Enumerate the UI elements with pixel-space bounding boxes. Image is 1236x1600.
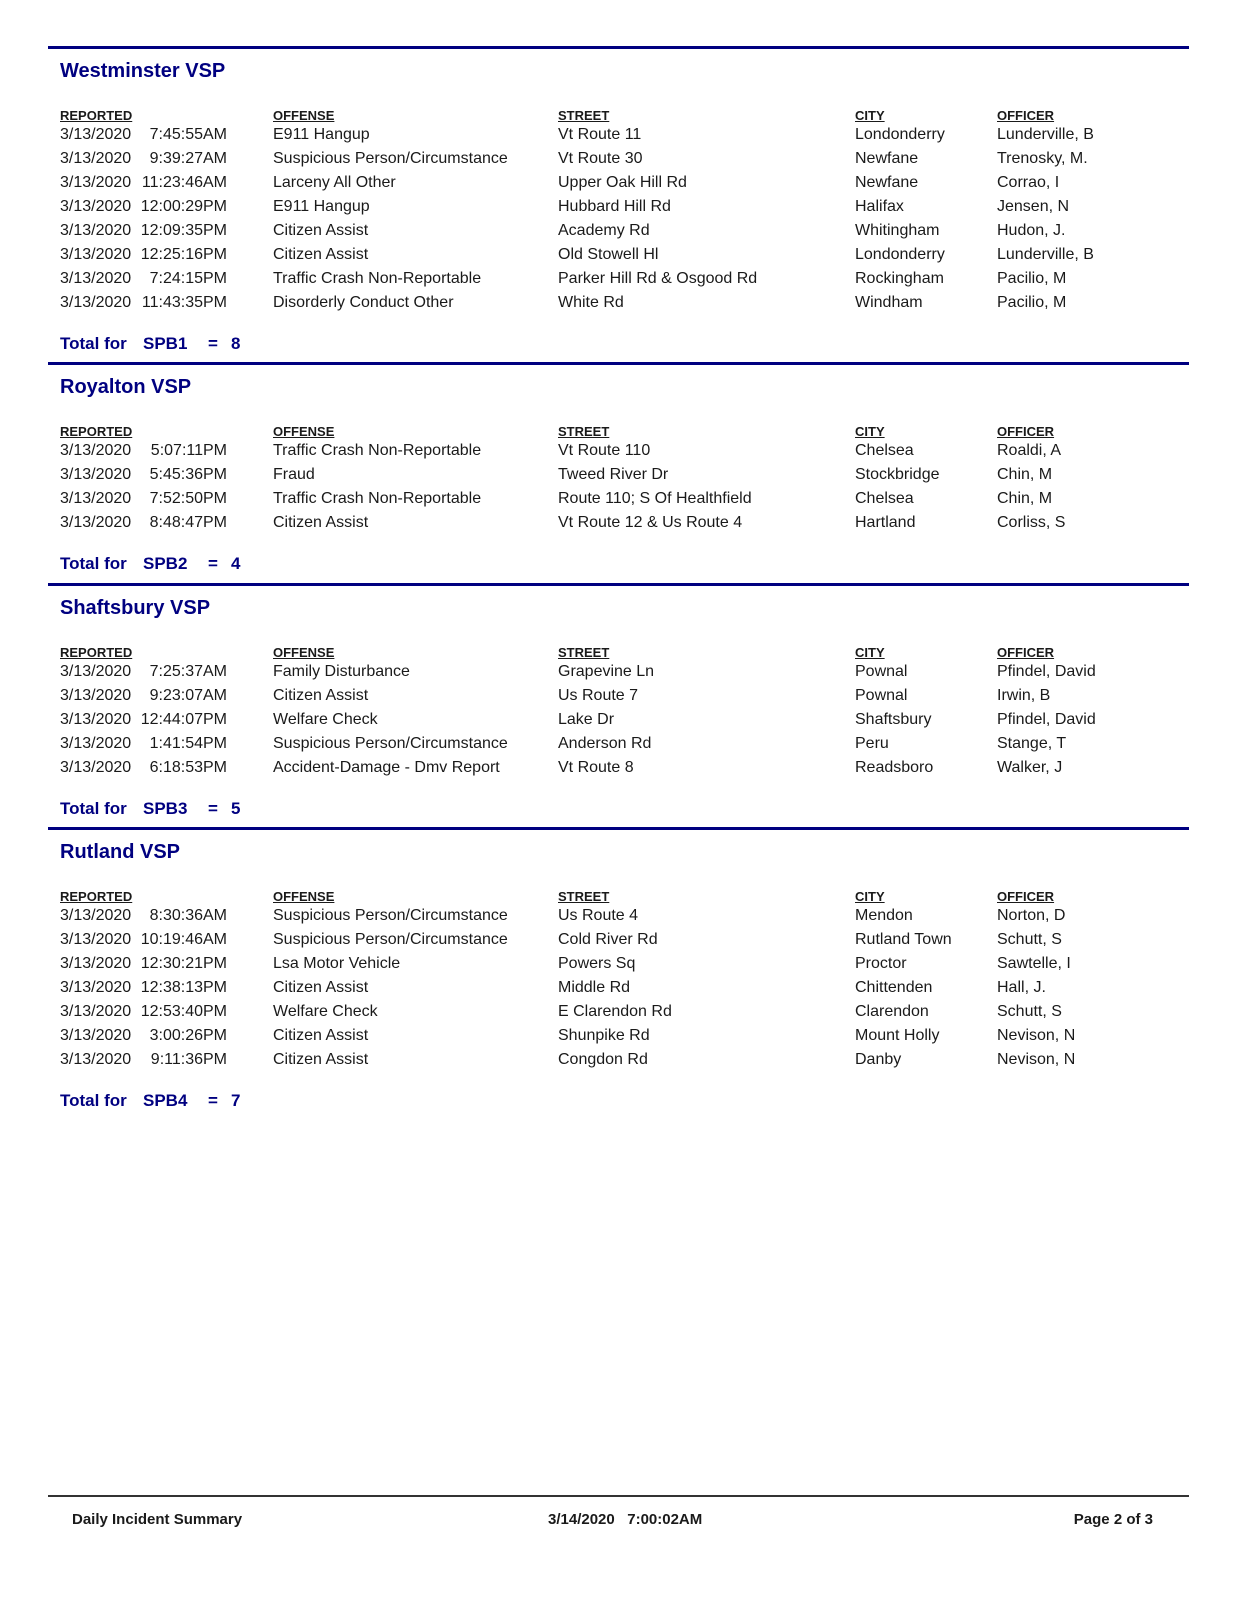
reported-date: 3/13/2020 xyxy=(60,907,132,924)
offense: Fraud xyxy=(273,466,315,483)
reported-time: 12:38:13PM xyxy=(140,979,227,996)
total-code: SPB3 xyxy=(143,799,188,818)
section-divider xyxy=(48,362,1189,365)
table-row xyxy=(48,1051,1189,1075)
total-equals: = xyxy=(208,554,218,573)
table-row xyxy=(48,174,1189,198)
offense: Traffic Crash Non-Reportable xyxy=(273,442,482,459)
section-shaftsbury xyxy=(48,583,1189,818)
street: Vt Route 11 xyxy=(558,126,642,143)
section-title: Royalton VSP xyxy=(60,376,192,398)
city: Newfane xyxy=(855,174,919,191)
header-offense: OFFENSE xyxy=(273,645,335,660)
header-reported: REPORTED xyxy=(60,108,133,123)
city: Chelsea xyxy=(855,490,914,507)
reported-time: 5:07:11PM xyxy=(150,442,227,459)
reported-date: 3/13/2020 xyxy=(60,711,132,728)
reported-date: 3/13/2020 xyxy=(60,979,132,996)
officer: Jensen, N xyxy=(997,198,1070,215)
offense: Traffic Crash Non-Reportable xyxy=(273,490,482,507)
section-divider xyxy=(48,46,1189,49)
reported-date: 3/13/2020 xyxy=(60,735,132,752)
street: Tweed River Dr xyxy=(558,466,669,483)
offense: Traffic Crash Non-Reportable xyxy=(273,270,482,287)
offense: Welfare Check xyxy=(273,711,378,728)
street: Lake Dr xyxy=(558,711,615,728)
header-reported: REPORTED xyxy=(60,645,133,660)
header-offense: OFFENSE xyxy=(273,108,335,123)
officer: Schutt, S xyxy=(997,931,1062,948)
city: Londonderry xyxy=(855,126,945,143)
header-reported: REPORTED xyxy=(60,424,133,439)
total-count: 8 xyxy=(231,334,241,353)
city: Readsboro xyxy=(855,759,934,776)
city: Peru xyxy=(855,735,889,752)
reported-date: 3/13/2020 xyxy=(60,442,132,459)
street: Upper Oak Hill Rd xyxy=(558,174,687,191)
officer: Stange, T xyxy=(997,735,1067,752)
reported-time: 9:23:07AM xyxy=(149,687,227,704)
street: Vt Route 8 xyxy=(558,759,634,776)
header-officer: OFFICER xyxy=(997,424,1055,439)
reported-time: 9:39:27AM xyxy=(149,150,227,167)
reported-date: 3/13/2020 xyxy=(60,150,132,167)
reported-date: 3/13/2020 xyxy=(60,759,132,776)
offense: Accident-Damage - Dmv Report xyxy=(273,759,500,776)
section-divider xyxy=(48,827,1189,830)
reported-date: 3/13/2020 xyxy=(60,687,132,704)
city: Mendon xyxy=(855,907,913,924)
offense: Citizen Assist xyxy=(273,222,369,239)
total-count: 5 xyxy=(231,799,241,818)
reported-date: 3/13/2020 xyxy=(60,514,132,531)
reported-time: 7:52:50PM xyxy=(149,490,227,507)
header-offense: OFFENSE xyxy=(273,889,335,904)
officer: Pacilio, M xyxy=(997,270,1067,287)
officer: Trenosky, M. xyxy=(997,150,1088,167)
street: Old Stowell Hl xyxy=(558,246,659,263)
city: Londonderry xyxy=(855,246,945,263)
offense: Citizen Assist xyxy=(273,687,369,704)
reported-date: 3/13/2020 xyxy=(60,955,132,972)
header-officer: OFFICER xyxy=(997,108,1055,123)
city: Chelsea xyxy=(855,442,914,459)
total-equals: = xyxy=(208,1091,218,1110)
table-row xyxy=(48,1027,1189,1051)
reported-date: 3/13/2020 xyxy=(60,1051,132,1068)
total-label: Total for xyxy=(60,334,127,353)
report-name: Daily Incident Summary xyxy=(72,1511,243,1528)
city: Shaftsbury xyxy=(855,711,932,728)
total-count: 7 xyxy=(231,1091,241,1110)
total-equals: = xyxy=(208,334,218,353)
table-row xyxy=(48,735,1189,759)
street: Middle Rd xyxy=(558,979,631,996)
offense: E911 Hangup xyxy=(273,198,370,215)
page-number: Page 2 of 3 xyxy=(1073,1511,1153,1528)
city: Stockbridge xyxy=(855,466,940,483)
reported-date: 3/13/2020 xyxy=(60,246,132,263)
officer: Lunderville, B xyxy=(997,126,1094,143)
header-officer: OFFICER xyxy=(997,889,1055,904)
reported-time: 1:41:54PM xyxy=(149,735,227,752)
table-row xyxy=(48,442,1189,466)
page-footer xyxy=(48,1495,1189,1528)
officer: Lunderville, B xyxy=(997,246,1094,263)
offense: Citizen Assist xyxy=(273,246,369,263)
table-row xyxy=(48,294,1189,318)
reported-time: 12:25:16PM xyxy=(140,246,227,263)
column-headers xyxy=(48,424,1189,440)
reported-date: 3/13/2020 xyxy=(60,222,132,239)
street: Anderson Rd xyxy=(558,735,652,752)
reported-time: 3:00:26PM xyxy=(149,1027,227,1044)
table-row xyxy=(48,222,1189,246)
city: Proctor xyxy=(855,955,907,972)
officer: Nevison, N xyxy=(997,1027,1076,1044)
officer: Corliss, S xyxy=(997,514,1066,531)
reported-time: 11:23:46AM xyxy=(141,174,227,191)
total-code: SPB2 xyxy=(143,554,188,573)
offense: Citizen Assist xyxy=(273,979,369,996)
section-rutland xyxy=(48,827,1189,1110)
street: Cold River Rd xyxy=(558,931,658,948)
reported-time: 8:30:36AM xyxy=(149,907,227,924)
offense: E911 Hangup xyxy=(273,126,370,143)
street: Grapevine Ln xyxy=(558,663,655,680)
offense: Family Disturbance xyxy=(273,663,410,680)
officer: Irwin, B xyxy=(997,687,1051,704)
header-city: CITY xyxy=(855,424,885,439)
reported-date: 3/13/2020 xyxy=(60,1003,132,1020)
section-divider xyxy=(48,583,1189,586)
header-city: CITY xyxy=(855,889,885,904)
header-reported: REPORTED xyxy=(60,889,133,904)
offense: Citizen Assist xyxy=(273,1027,369,1044)
report-timestamp: 3/14/2020 7:00:02AM xyxy=(548,1511,703,1528)
section-title: Rutland VSP xyxy=(60,841,181,863)
street: Parker Hill Rd & Osgood Rd xyxy=(558,270,758,287)
officer: Pfindel, David xyxy=(997,711,1096,728)
street: Vt Route 30 xyxy=(558,150,643,167)
table-row xyxy=(48,1003,1189,1027)
table-row xyxy=(48,126,1189,150)
officer: Walker, J xyxy=(997,759,1063,776)
header-city: CITY xyxy=(855,645,885,660)
street: Vt Route 12 & Us Route 4 xyxy=(558,514,743,531)
officer: Nevison, N xyxy=(997,1051,1076,1068)
table-row xyxy=(48,931,1189,955)
section-royalton xyxy=(48,362,1189,573)
reported-time: 12:30:21PM xyxy=(140,955,227,972)
section-westminster xyxy=(48,46,1189,353)
table-row xyxy=(48,711,1189,735)
street: Vt Route 110 xyxy=(558,442,651,459)
reported-time: 7:25:37AM xyxy=(149,663,227,680)
offense: Disorderly Conduct Other xyxy=(273,294,454,311)
city: Danby xyxy=(855,1051,902,1068)
street: Route 110; S Of Healthfield xyxy=(558,490,752,507)
header-offense: OFFENSE xyxy=(273,424,335,439)
offense: Lsa Motor Vehicle xyxy=(273,955,401,972)
reported-time: 8:48:47PM xyxy=(149,514,227,531)
offense: Welfare Check xyxy=(273,1003,378,1020)
officer: Sawtelle, I xyxy=(997,955,1071,972)
offense: Citizen Assist xyxy=(273,1051,369,1068)
street: E Clarendon Rd xyxy=(558,1003,672,1020)
section-title: Westminster VSP xyxy=(60,60,226,82)
table-row xyxy=(48,687,1189,711)
city: Pownal xyxy=(855,663,908,680)
reported-date: 3/13/2020 xyxy=(60,490,132,507)
total-label: Total for xyxy=(60,799,127,818)
header-street: STREET xyxy=(558,645,610,660)
total-label: Total for xyxy=(60,554,127,573)
reported-time: 12:09:35PM xyxy=(140,222,227,239)
city: Mount Holly xyxy=(855,1027,940,1044)
street: Us Route 4 xyxy=(558,907,639,924)
incident-rows xyxy=(48,663,1189,783)
street: White Rd xyxy=(558,294,624,311)
reported-time: 7:45:55AM xyxy=(149,126,227,143)
officer: Pacilio, M xyxy=(997,294,1067,311)
reported-date: 3/13/2020 xyxy=(60,198,132,215)
header-street: STREET xyxy=(558,424,610,439)
reported-time: 9:11:36PM xyxy=(150,1051,227,1068)
header-street: STREET xyxy=(558,889,610,904)
total-count: 4 xyxy=(231,554,241,573)
city: Windham xyxy=(855,294,923,311)
reported-date: 3/13/2020 xyxy=(60,270,132,287)
table-row xyxy=(48,246,1189,270)
reported-date: 3/13/2020 xyxy=(60,663,132,680)
city: Whitingham xyxy=(855,222,940,239)
street: Academy Rd xyxy=(558,222,650,239)
column-headers xyxy=(48,889,1189,905)
street: Congdon Rd xyxy=(558,1051,648,1068)
total-equals: = xyxy=(208,799,218,818)
officer: Pfindel, David xyxy=(997,663,1096,680)
table-row xyxy=(48,150,1189,174)
officer: Hudon, J. xyxy=(997,222,1066,239)
city: Hartland xyxy=(855,514,916,531)
table-row xyxy=(48,955,1189,979)
officer: Corrao, I xyxy=(997,174,1060,191)
officer: Hall, J. xyxy=(997,979,1046,996)
table-row xyxy=(48,759,1189,783)
reported-time: 10:19:46AM xyxy=(140,931,227,948)
column-headers xyxy=(48,108,1189,124)
offense: Suspicious Person/Circumstance xyxy=(273,735,508,752)
table-row xyxy=(48,490,1189,514)
officer: Chin, M xyxy=(997,490,1053,507)
table-row xyxy=(48,198,1189,222)
offense: Larceny All Other xyxy=(273,174,396,191)
table-row xyxy=(48,514,1189,538)
reported-time: 6:18:53PM xyxy=(149,759,227,776)
offense: Suspicious Person/Circumstance xyxy=(273,150,508,167)
officer: Roaldi, A xyxy=(997,442,1062,459)
reported-date: 3/13/2020 xyxy=(60,126,132,143)
city: Clarendon xyxy=(855,1003,929,1020)
header-street: STREET xyxy=(558,108,610,123)
city: Newfane xyxy=(855,150,919,167)
reported-date: 3/13/2020 xyxy=(60,466,132,483)
reported-time: 12:53:40PM xyxy=(140,1003,227,1020)
section-title: Shaftsbury VSP xyxy=(60,597,211,619)
offense: Citizen Assist xyxy=(273,514,369,531)
officer: Schutt, S xyxy=(997,1003,1062,1020)
city: Pownal xyxy=(855,687,908,704)
table-row xyxy=(48,466,1189,490)
incident-rows xyxy=(48,442,1189,538)
city: Chittenden xyxy=(855,979,933,996)
officer: Norton, D xyxy=(997,907,1066,924)
street: Hubbard Hill Rd xyxy=(558,198,671,215)
street: Powers Sq xyxy=(558,955,636,972)
reported-time: 12:00:29PM xyxy=(140,198,227,215)
city: Halifax xyxy=(855,198,904,215)
officer: Chin, M xyxy=(997,466,1053,483)
incident-rows xyxy=(48,907,1189,1075)
street: Shunpike Rd xyxy=(558,1027,650,1044)
reported-date: 3/13/2020 xyxy=(60,931,132,948)
footer-divider xyxy=(48,1495,1189,1497)
total-code: SPB1 xyxy=(143,334,188,353)
reported-date: 3/13/2020 xyxy=(60,174,132,191)
reported-date: 3/13/2020 xyxy=(60,294,132,311)
reported-time: 5:45:36PM xyxy=(149,466,227,483)
reported-time: 12:44:07PM xyxy=(140,711,227,728)
table-row xyxy=(48,907,1189,931)
table-row xyxy=(48,979,1189,1003)
column-headers xyxy=(48,645,1189,661)
offense: Suspicious Person/Circumstance xyxy=(273,907,508,924)
total-label: Total for xyxy=(60,1091,127,1110)
city: Rutland Town xyxy=(855,931,952,948)
table-row xyxy=(48,270,1189,294)
incident-rows xyxy=(48,126,1189,318)
reported-time: 7:24:15PM xyxy=(149,270,227,287)
table-row xyxy=(48,663,1189,687)
header-city: CITY xyxy=(855,108,885,123)
reported-time: 11:43:35PM xyxy=(141,294,227,311)
total-code: SPB4 xyxy=(143,1091,188,1110)
offense: Suspicious Person/Circumstance xyxy=(273,931,508,948)
street: Us Route 7 xyxy=(558,687,639,704)
city: Rockingham xyxy=(855,270,944,287)
header-officer: OFFICER xyxy=(997,645,1055,660)
reported-date: 3/13/2020 xyxy=(60,1027,132,1044)
